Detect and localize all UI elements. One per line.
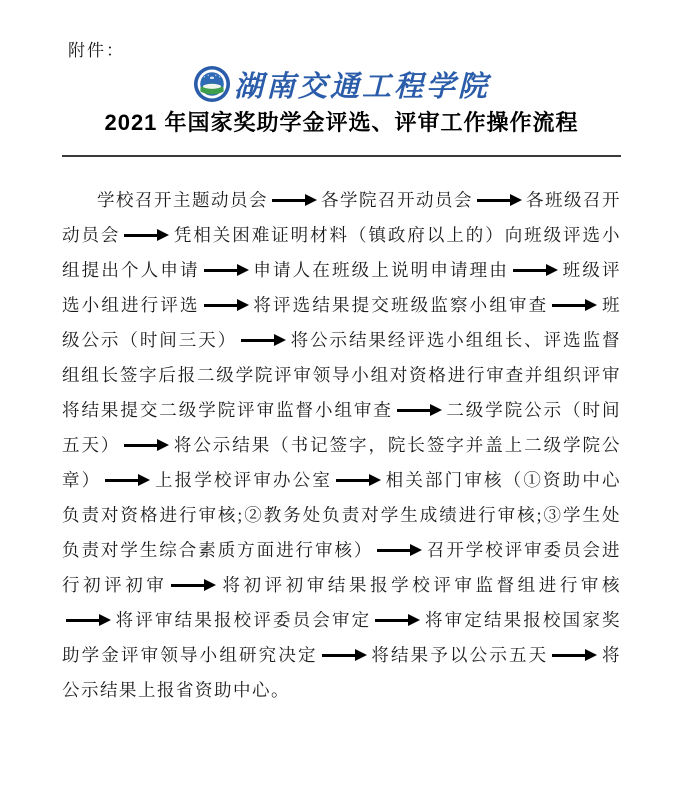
right-arrow-icon — [396, 404, 443, 417]
right-arrow-icon — [335, 474, 382, 487]
flow-step: 将公示结果上报省资助中心。 — [62, 645, 622, 700]
right-arrow-icon — [203, 264, 250, 277]
right-arrow-icon — [374, 614, 421, 627]
school-name: 湖南交通工程学院 — [233, 70, 490, 103]
attachment-label: 附件： — [68, 41, 125, 60]
right-arrow-icon — [271, 194, 318, 207]
flow-step: 各学院召开动员会 — [321, 190, 473, 210]
right-arrow-icon — [321, 649, 368, 662]
flow-step: 凭相关困难证明材料（镇政府以上的）向班级评选小组提出个人申请 — [62, 225, 622, 280]
flow-step: 将审定结果报校国家奖助学金评审领导小组研究决定 — [62, 610, 622, 665]
flow-step: 将公示结果（书记签字，院长签字并盖上二级学院公章） — [62, 435, 622, 490]
flow-step: 将评审结果报校评委员会审定 — [115, 610, 372, 630]
right-arrow-icon — [240, 334, 287, 347]
right-arrow-icon — [170, 579, 217, 592]
school-emblem-icon — [193, 65, 231, 103]
right-arrow-icon — [65, 614, 112, 627]
flow-step: 将结果予以公示五天 — [370, 645, 549, 665]
flow-step: 各班级召开动员会 — [62, 190, 621, 245]
right-arrow-icon — [123, 229, 170, 242]
flow-step: 将初评初审结果报学校评审监督组进行审核 — [220, 575, 622, 595]
flow-step: 班级评选小组进行评选 — [62, 260, 622, 315]
flow-step: 学校召开主题动员会 — [97, 190, 268, 210]
right-arrow-icon — [123, 439, 170, 452]
flow-paragraph — [62, 183, 621, 708]
right-arrow-icon — [476, 194, 523, 207]
flow-step: 相关部门审核（①资助中心负责对资格进行审核;②教务处负责对学生成绩进行审核;③学生处负责对学生综合素质方面进行审核） — [62, 470, 622, 560]
flow-step: 将评选结果提交班级监察小组审查 — [252, 295, 549, 315]
right-arrow-icon — [551, 299, 598, 312]
right-arrow-icon — [551, 649, 598, 662]
flow-step: 申请人在班级上说明申请理由 — [252, 260, 510, 280]
flow-step: 班级公示（时间三天） — [62, 295, 622, 350]
flow-step: 将公示结果经评选小组组长、评选监督组组长签字后报二级学院评审领导小组对资格进行审查并组织评审将结果提交二级学院评审监督小组审查 — [62, 330, 622, 420]
right-arrow-icon — [104, 474, 151, 487]
school-header — [0, 62, 683, 106]
right-arrow-icon — [512, 264, 559, 277]
flow-step: 召开学校评审委员会进行初评初审 — [62, 540, 622, 595]
right-arrow-icon — [203, 299, 250, 312]
right-arrow-icon — [376, 544, 423, 557]
page-title: 2021 年国家奖助学金评选、评审工作操作流程 — [104, 110, 579, 135]
flow-step: 二级学院公示（时间五天） — [62, 400, 622, 455]
flow-step: 上报学校评审办公室 — [154, 470, 333, 490]
title-divider — [62, 155, 621, 157]
